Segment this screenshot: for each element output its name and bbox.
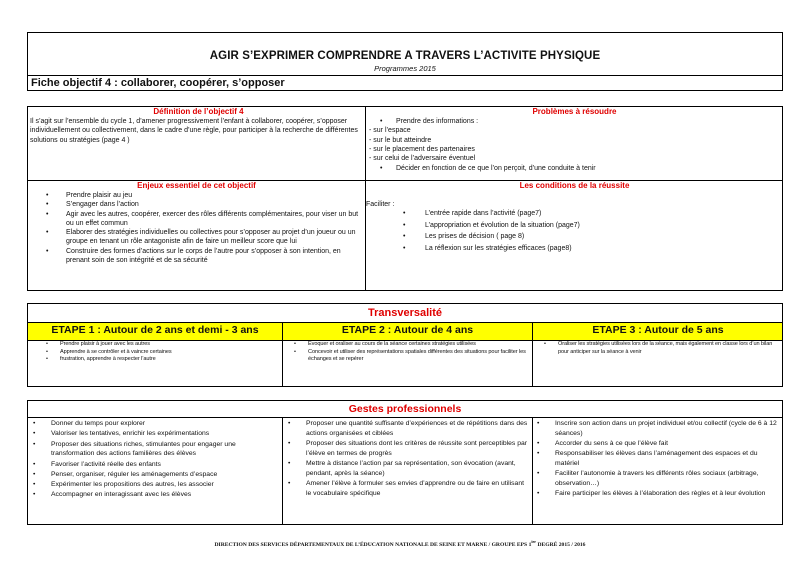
list-item: • Les prises de décision ( page 8) xyxy=(425,232,783,241)
etape-1-list xyxy=(60,341,270,364)
document-header xyxy=(27,32,783,91)
list-item: • Mettre à distance l’action par sa représentation, son évocation (avant, pendant, après la séance) xyxy=(306,459,528,478)
list-item: • frustration, apprendre à respecter l’autre xyxy=(60,356,270,364)
list-item: • Prendre des informations : xyxy=(396,117,783,126)
list-item: • Valoriser les tentatives, enrichir les expérimentations xyxy=(51,429,279,439)
list-item: • Faire participer les élèves à l’élaboration des règles et à leur évolution xyxy=(555,489,777,499)
list-item: • Prendre plaisir au jeu xyxy=(66,191,361,200)
list-item: • Inscrire son action dans un projet individuel et/ou collectif (cycle de 6 à 12 séances) xyxy=(555,419,777,438)
conditions-title: Les conditions de la réussite xyxy=(519,181,630,190)
sub-item: - sur le placement des partenaires xyxy=(369,145,475,153)
etape-1-label: ETAPE 1 : Autour de 2 ans et demi - 3 ans xyxy=(51,324,259,336)
list-item: • Oraliser les stratégies utilisées lors de la séance, mais également en classe lors d’un bilan pour anticiper sur la séance à venir xyxy=(558,341,780,356)
gestes-column-2 xyxy=(306,419,528,499)
list-item: • Donner du temps pour explorer xyxy=(51,419,279,429)
list-item: • Accorder du sens à ce que l’élève fait xyxy=(555,439,777,449)
page-footer xyxy=(0,539,800,548)
list-item: • Agir avec les autres, coopérer, exercer des rôles différents complémentaires, pour viser un but ou un effet commun xyxy=(66,210,361,229)
list-item: • Expérimenter les propositions des autres, les associer xyxy=(51,480,279,490)
sub-item: - sur celui de l’adversaire éventuel xyxy=(369,155,476,163)
list-item: • La réflexion sur les stratégies efficaces (page8) xyxy=(425,244,783,253)
definition-title: Définition de l’objectif 4 xyxy=(153,107,244,116)
page-subtitle: Programmes 2015 xyxy=(374,64,436,73)
enjeux-title: Enjeux essentiel de cet objectif xyxy=(137,181,256,190)
transversalite-title: Transversalité xyxy=(368,307,442,319)
etape-2-label: ETAPE 2 : Autour de 4 ans xyxy=(341,324,474,336)
list-item: • Accompagner en interagissant avec les élèves xyxy=(51,490,279,500)
conditions-intro: Faciliter : xyxy=(366,201,395,208)
list-item: • Concevoir et utiliser des représentations spatiales différentes des situations pour faciliter les échanges et se repérer xyxy=(308,349,526,364)
list-item: • Responsabiliser les élèves dans l’aménagement des espaces et du matériel xyxy=(555,449,777,468)
gestes-column-3 xyxy=(555,419,777,500)
list-item: • Penser, organiser, réguler les aménagements d’espace xyxy=(51,470,279,480)
enjeux-cell xyxy=(28,181,365,291)
list-item: • Apprendre à se contrôler et à vaincre certaines xyxy=(60,349,270,357)
list-item: • Elaborer des stratégies individuelles ou collectives pour s’opposer au projet d’un joueur ou un groupe en tenant un rôle antagoniste afin de faire un meilleur score que lui xyxy=(66,228,361,247)
column-divider xyxy=(532,417,533,524)
column-divider xyxy=(282,417,283,524)
definition-text: Il s’agit sur l’ensemble du cycle 1, d’amener progressivement l’enfant à collaborer, coopérer, s’opposer individuellement ou collectivement, dans le cadre d’une règle, pour participer à la recherche de différentes solutions ou stratégies (page 4 ) xyxy=(30,118,358,144)
list-item: • L’appropriation et évolution de la situation (page7) xyxy=(425,221,783,230)
fiche-objectif-title: Fiche objectif 4 : collaborer, coopérer, s’opposer xyxy=(28,75,782,92)
list-item: • Proposer une quantité suffisante d’expériences et de répétitions dans des actions organisées et ciblées xyxy=(306,419,528,438)
list-item: • S’engager dans l’action xyxy=(66,200,361,209)
list-item: • L’entrée rapide dans l’activité (page7) xyxy=(425,209,783,218)
objective-table xyxy=(27,106,783,291)
list-item: • Proposer des situations riches, stimulantes pour engager une transformation des actions familières des élèves xyxy=(51,440,279,459)
footer-text: DIRECTION DES SERVICES DÉPARTEMENTAUX DE L’ÉDUCATION NATIONALE DE SEINE ET MARNE / GROUPE EPS 1 xyxy=(214,541,532,548)
etape-3-list xyxy=(558,341,780,356)
list-item: • Proposer des situations dont les critères de réussite sont perceptibles par l’élève en termes de progrès xyxy=(306,439,528,458)
column-divider xyxy=(532,322,533,386)
problemes-cell xyxy=(366,107,783,180)
list-item: • Evoquer et oraliser au cours de la séance certaines stratégies utilisées xyxy=(308,341,526,349)
sub-item: - sur l’espace xyxy=(369,127,411,135)
footer-superscript: ier xyxy=(531,539,537,544)
conditions-cell xyxy=(366,181,783,291)
etape-3-label: ETAPE 3 : Autour de 5 ans xyxy=(592,324,724,336)
row-divider xyxy=(28,417,782,418)
gestes-professionnels-table xyxy=(27,400,783,525)
definition-cell xyxy=(28,107,369,180)
etape-2-list xyxy=(308,341,526,364)
list-item: • Prendre plaisir à jouer avec les autres xyxy=(60,341,270,349)
list-item: • Faciliter l’autonomie à travers les différents rôles sociaux (arbitrage, observation…) xyxy=(555,469,777,488)
page-title: AGIR S’EXPRIMER COMPRENDRE A TRAVERS L’ACTIVITE PHYSIQUE xyxy=(209,50,601,62)
list-item: • Amener l’élève à formuler ses envies d’apprendre ou de faire en utilisant le vocabulaire spécifique xyxy=(306,479,528,498)
transversalite-table xyxy=(27,303,783,387)
list-item: • Favoriser l’activité réelle des enfants xyxy=(51,460,279,470)
footer-text-end: DEGRÉ 2015 / 2016 xyxy=(536,541,586,548)
list-item: • Construire des formes d’actions sur le corps de l’autre pour s’opposer à son intention, en prenant soin de son intégrité et de sa sécurité xyxy=(66,247,361,266)
gestes-title: Gestes professionnels xyxy=(348,403,462,415)
sub-item: - sur le but atteindre xyxy=(369,136,432,144)
problemes-title: Problèmes à résoudre xyxy=(532,107,617,116)
gestes-column-1 xyxy=(51,419,279,501)
column-divider xyxy=(282,322,283,386)
etapes-header-row xyxy=(28,322,782,341)
list-item: • Décider en fonction de ce que l’on perçoit, d’une conduite à tenir xyxy=(396,164,783,173)
